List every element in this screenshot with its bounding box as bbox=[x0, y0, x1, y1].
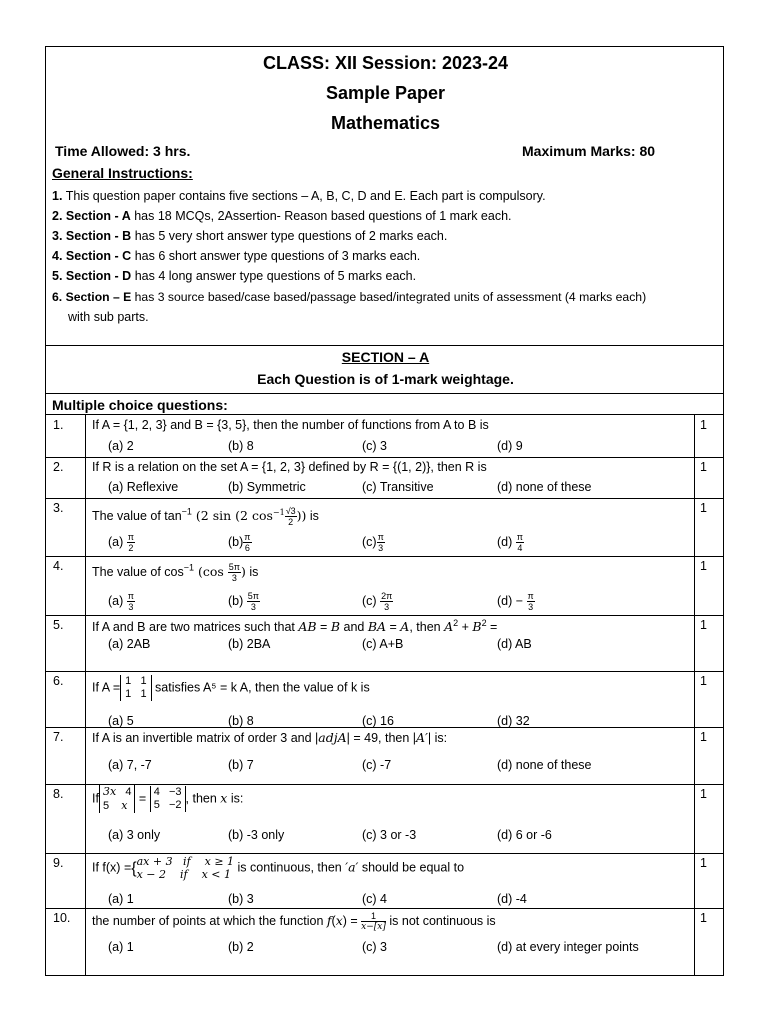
class-session-title: CLASS: XII Session: 2023-24 bbox=[262, 53, 509, 73]
instruction-item: 3. Section - B has 5 very short answer type questions of 2 marks each. bbox=[52, 229, 448, 243]
question-text: The value of $\cos^{-1} (\cos$ $\frac{5\pi}{3}$ ) is bbox=[92, 562, 259, 583]
question-text: The value of $\tan^{-1} (2$ sin (2 $\cos^{-1}$ $\frac{√3}{2}$ )) is bbox=[92, 506, 319, 527]
question-mark: 1 bbox=[700, 460, 707, 474]
question-text: If f(x) ={ ax + 3 if x ≥ 1 x − 2 if x < 1 is continuous, then ′a′ should be equal to bbox=[92, 855, 465, 881]
option-a: (a) 1 bbox=[108, 940, 134, 954]
question-mark: 1 bbox=[700, 856, 707, 870]
option-c: (c) $\frac{2\pi}{3}$ bbox=[362, 591, 393, 612]
option-b: (b) 2 bbox=[228, 940, 254, 954]
instruction-item: 6. Section – E has 3 source based/case based/passage based/integrated units of assessment (4 marks each) bbox=[52, 290, 647, 304]
option-d: (d) 6 or -6 bbox=[497, 828, 552, 842]
option-c: (c) 16 bbox=[362, 714, 394, 728]
instruction-continuation: with sub parts. bbox=[68, 310, 149, 324]
question-mark: 1 bbox=[700, 787, 707, 801]
option-d: (d) AB bbox=[497, 637, 532, 651]
section-title: SECTION – A bbox=[341, 349, 430, 365]
maximum-marks: Maximum Marks: 80 bbox=[522, 143, 656, 159]
question-mark: 1 bbox=[700, 559, 707, 573]
option-d: (d) at every integer points bbox=[497, 940, 639, 954]
option-a: (a) Reflexive bbox=[108, 480, 179, 494]
option-a: (a) 1 bbox=[108, 892, 134, 906]
option-c: (c) 3 bbox=[362, 940, 387, 954]
question-mark: 1 bbox=[700, 911, 707, 925]
option-a: (a) $\frac{\pi}{3}$ bbox=[108, 591, 134, 612]
option-c: (c) 3 or -3 bbox=[362, 828, 417, 842]
option-b: (b) 8 bbox=[228, 439, 254, 453]
instruction-item: 4. Section - C has 6 short answer type questions of 3 marks each. bbox=[52, 249, 421, 263]
option-c: (c) 3 bbox=[362, 439, 387, 453]
question-mark: 1 bbox=[700, 418, 707, 432]
option-b: (b) 7 bbox=[228, 758, 254, 772]
option-b: (b) -3 only bbox=[228, 828, 285, 842]
instruction-item: 1. This question paper contains five sections – A, B, C, D and E. Each part is compulsory. bbox=[52, 189, 546, 203]
option-a: (a) 3 only bbox=[108, 828, 161, 842]
option-d: (d) − $\frac{\pi}{3}$ bbox=[497, 591, 534, 612]
question-text: If R is a relation on the set A = {1, 2, 3} defined by R = {(1, 2)}, then R is bbox=[92, 460, 487, 474]
instruction-item: 2. Section - A has 18 MCQs, 2Assertion- Reason based questions of 1 mark each. bbox=[52, 209, 512, 223]
question-mark: 1 bbox=[700, 618, 707, 632]
option-a: (a) 2AB bbox=[108, 637, 151, 651]
question-mark: 1 bbox=[700, 674, 707, 688]
option-c: (c) A+B bbox=[362, 637, 404, 651]
section-subtitle: Each Question is of 1-mark weightage. bbox=[257, 371, 514, 387]
option-b: (b) $\frac{5\pi}{3}$ bbox=[228, 591, 259, 612]
subject-title: Mathematics bbox=[330, 113, 441, 133]
option-c: (c) 4 bbox=[362, 892, 387, 906]
paper-title: Sample Paper bbox=[325, 83, 446, 103]
mcq-heading: Multiple choice questions: bbox=[52, 397, 228, 413]
question-text: If A = 1 1 1 1 satisfies A⁵ = k A, then the value of k is bbox=[92, 675, 370, 700]
time-allowed: Time Allowed: 3 hrs. bbox=[55, 143, 191, 159]
option-c: (c) $\frac{\pi}{3}$ bbox=[362, 532, 384, 553]
question-paper: CLASS: XII Session: 2023-24 Sample Paper Mathematics Time Allowed: 3 hrs. Maximum Marks: 80 General Instructions: 1. This question paper contains five sections – A, B, C, D and E. Each part is compulsory. 2. Section - A has 18 MCQs, 2Assertion- Reason based questions of 1 mark each. 3. Section - B has 5 very short answer type questions of 2 marks each. 4. Section - C has 6 short answer type questions of 3 marks each. 5. Section - D has 4 long answer type questions of 5 marks each. 6. Section – E has 3 source based/case based/passage based/integrated units of assessment (4 marks each) with sub parts. SECTION – A Each Question is of 1-mark weightage. Multiple choice questions: 1. If A = {1, 2, 3} and B = {3, 5}, then the number of functions from A to B is (a) 2 (b) 8 (c) 3 (d) 9 1 2. If R is a relation on the set A = {1, 2, 3} defined by R = {(1, 2)}, then R is (a) Reflexive (b) Symmetric (c) Transitive (d) none of these 1 3. The value of $\tan^{-1} (2$ sin (2 $\cos^{-1}$ $\frac{√3}{2}$ )) is (a) $\frac{\pi}{2}$ (b) $\frac{\pi}{6}$ (c) $\frac{\pi}{3}$ (d) $\frac{\pi}{4}$ 1 4. The value of $\cos^{-1} (\cos$ $\frac{5\pi}{3}$ ) is (a) $\frac{\pi}{3}$ (b) $\frac{5\pi}{3}$ (c) $\frac{2\pi}{3}$ (d) − $\frac{\pi}{3}$ 1 5. If A and B are two matrices such that AB = B and BA = A, then $A^2 + B^2$ = (a) 2AB (b) 2BA (c) A+B (d) AB 1 6. If A = 1 1 1 1 satisfies A⁵ = k A, then the value of k is (a) 5 (b) 8 (c) 16 (d) 32 1 7. If A is an invertible matrix of order 3 and |adjA| = 49, then |A′| is: (a) 7, -7 (b) 7 (c) -7 (d) none of these 1 8. If 3x 4 5 x = 4 −3 5 −2 , then x is: (a) 3 only (b) -3 only (c) 3 or -3 (d) 6 or -6 1 9. If f(x) ={ ax + 3 if x ≥ 1 x − 2 if x < 1 is continuous, then ′a′ should be equal to (a) 1 (b) 3 (c) 4 (d) -4 1 10. the number of points at which the function f(x) = $\frac{1}{x-[x]}$ is not continuous is (a) 1 (b) 2 (c) 3 (d) at every integer points 1 bbox=[45, 46, 724, 976]
option-b: (b) $\frac{\pi}{6}$ bbox=[228, 532, 251, 553]
question-text: If 3x 4 5 x = 4 −3 5 −2 , then x is: bbox=[92, 785, 244, 812]
option-c: (c) Transitive bbox=[362, 480, 434, 494]
question-mark: 1 bbox=[700, 730, 707, 744]
question-text: If A is an invertible matrix of order 3 and |adjA| = 49, then |A′| is: bbox=[92, 730, 448, 745]
option-d: (d) 32 bbox=[497, 714, 530, 728]
option-b: (b) 2BA bbox=[228, 637, 271, 651]
option-d: (d) -4 bbox=[497, 892, 527, 906]
instructions-heading: General Instructions: bbox=[52, 165, 193, 181]
option-d: (d) $\frac{\pi}{4}$ bbox=[497, 532, 523, 553]
option-a: (a) $\frac{\pi}{2}$ bbox=[108, 532, 134, 553]
question-text: If A = {1, 2, 3} and B = {3, 5}, then the number of functions from A to B is bbox=[92, 418, 489, 432]
option-a: (a) 5 bbox=[108, 714, 134, 728]
option-d: (d) none of these bbox=[497, 480, 592, 494]
option-b: (b) 3 bbox=[228, 892, 254, 906]
option-c: (c) -7 bbox=[362, 758, 392, 772]
option-a: (a) 2 bbox=[108, 439, 134, 453]
option-b: (b) Symmetric bbox=[228, 480, 306, 494]
option-a: (a) 7, -7 bbox=[108, 758, 152, 772]
question-text: the number of points at which the function f(x) = $\frac{1}{x-[x]}$ is not continuous is bbox=[92, 911, 496, 932]
instruction-item: 5. Section - D has 4 long answer type questions of 5 marks each. bbox=[52, 269, 417, 283]
question-text: If A and B are two matrices such that AB = B and BA = A, then $A^2 + B^2$ = bbox=[92, 618, 498, 635]
question-mark: 1 bbox=[700, 501, 707, 515]
option-b: (b) 8 bbox=[228, 714, 254, 728]
option-d: (d) 9 bbox=[497, 439, 523, 453]
option-d: (d) none of these bbox=[497, 758, 592, 772]
